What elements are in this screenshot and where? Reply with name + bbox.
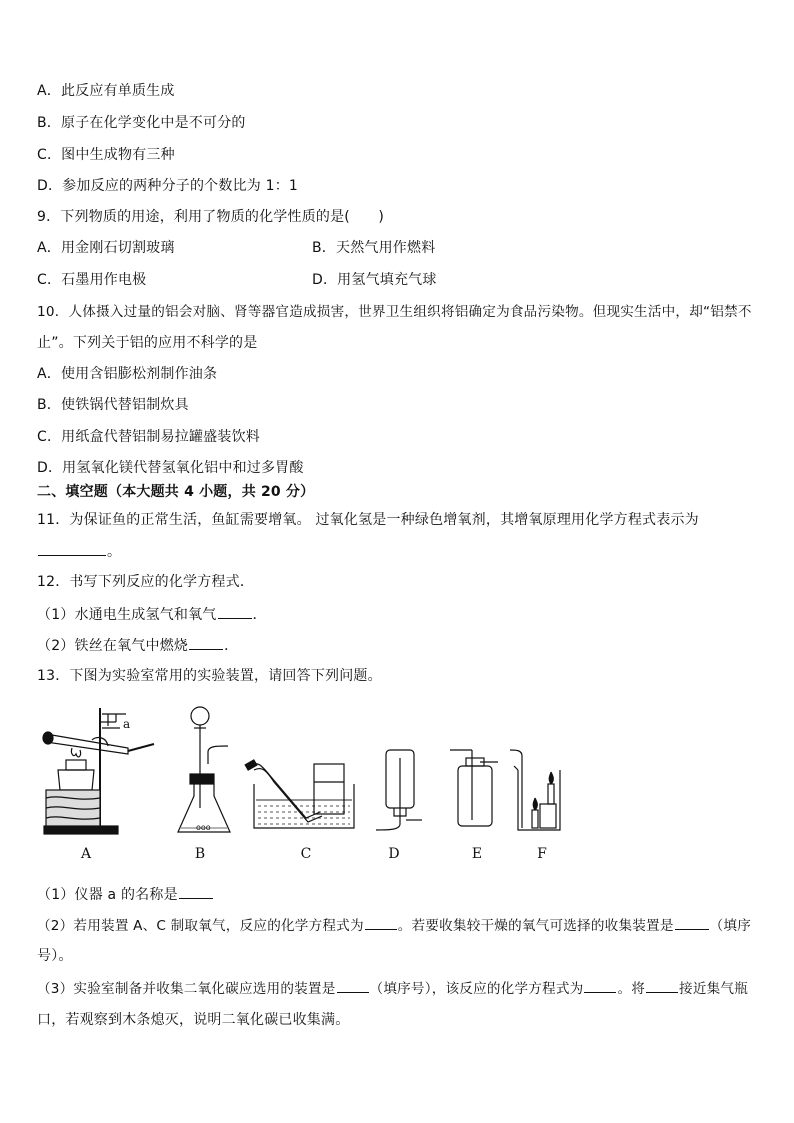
q11-stem: 11．为保证鱼的正常生活，鱼缸需要增氧。 过氧化氢是一种绿色增氧剂，其增氧原理用化学方程式表示为: [37, 512, 699, 528]
apparatus-b: [178, 707, 230, 832]
q10-stem-line2: 止”。下列关于铝的应用不科学的是: [37, 335, 258, 351]
q9-option-a: A．用金刚石切割玻璃: [37, 240, 175, 256]
answer-blank[interactable]: [189, 635, 223, 650]
q13-part3: （3）实验室制备并收集二氧化碳应选用的装置是 （填序号），该反应的化学方程式为 。将 接近集气瓶: [37, 978, 748, 999]
label-C: C: [300, 846, 312, 862]
q13-part2-end: 号）。: [37, 948, 73, 964]
section-title: 二、填空题（本大题共 4 小题，共 20 分）: [37, 484, 315, 500]
q13-part1: （1）仪器 a 的名称是: [37, 884, 214, 905]
q12-part2: （2）铁丝在氧气中燃烧 ．: [37, 635, 238, 656]
q12-part1: （1）水通电生成氢气和氧气 ．: [37, 604, 267, 625]
q9-option-c: C．石墨用作电极: [37, 272, 147, 288]
answer-blank[interactable]: [584, 978, 616, 993]
q9-option-d: D．用氢气填充气球: [312, 272, 437, 288]
apparatus-e: [450, 750, 498, 826]
answer-blank[interactable]: [38, 541, 106, 556]
q9-option-b: B．天然气用作燃料: [312, 240, 436, 256]
q10-option-b: B．使铁锅代替铝制炊具: [37, 397, 189, 413]
label-B: B: [194, 846, 206, 862]
q11-answer-line: 。: [37, 541, 121, 562]
apparatus-a: [43, 708, 154, 834]
label-F: F: [537, 846, 547, 862]
label-a: a: [123, 717, 131, 731]
apparatus-d: [376, 750, 422, 830]
answer-blank[interactable]: [365, 915, 397, 930]
q8-option-c: C．图中生成物有三种: [37, 147, 175, 163]
q8-option-d: D．参加反应的两种分子的个数比为 1：1: [37, 178, 299, 194]
q9-stem: 9．下列物质的用途，利用了物质的化学性质的是( ): [37, 209, 385, 225]
label-A: A: [80, 846, 92, 862]
answer-blank[interactable]: [218, 604, 252, 619]
label-D: D: [388, 846, 400, 862]
answer-blank[interactable]: [179, 884, 213, 899]
svg-text:ooo: ooo: [196, 823, 211, 832]
answer-blank[interactable]: [646, 978, 678, 993]
apparatus-f: [510, 750, 560, 830]
q13-part3-end: 口，若观察到木条熄灭，说明二氧化碳已收集满。: [37, 1012, 350, 1028]
q10-stem-line1: 10．人体摄入过量的铝会对脑、肾等器官造成损害，世界卫生组织将铝确定为食品污染物。但现实生活中，却“铝禁不: [37, 304, 752, 320]
q10-option-d: D．用氢氧化镁代替氢氧化铝中和过多胃酸: [37, 460, 304, 476]
q13-stem: 13．下图为实验室常用的实验装置，请回答下列问题。: [37, 668, 382, 684]
q12-stem: 12．书写下列反应的化学方程式．: [37, 574, 255, 590]
q8-option-a: A．此反应有单质生成: [37, 83, 175, 99]
q8-option-b: B．原子在化学变化中是不可分的: [37, 115, 246, 131]
answer-blank[interactable]: [337, 978, 369, 993]
answer-blank[interactable]: [675, 915, 709, 930]
label-E: E: [471, 846, 483, 862]
q13-part2: （2）若用装置 A、C 制取氧气，反应的化学方程式为 。若要收集较干燥的氧气可选择的收集装置是 （填序: [37, 915, 751, 936]
q10-option-c: C．用纸盒代替铝制易拉罐盛装饮料: [37, 429, 260, 445]
lab-apparatus-figure: [36, 700, 576, 870]
q10-option-a: A．使用含铝膨松剂制作油条: [37, 366, 218, 382]
apparatus-drawing: [36, 700, 576, 870]
apparatus-c: [245, 760, 354, 828]
